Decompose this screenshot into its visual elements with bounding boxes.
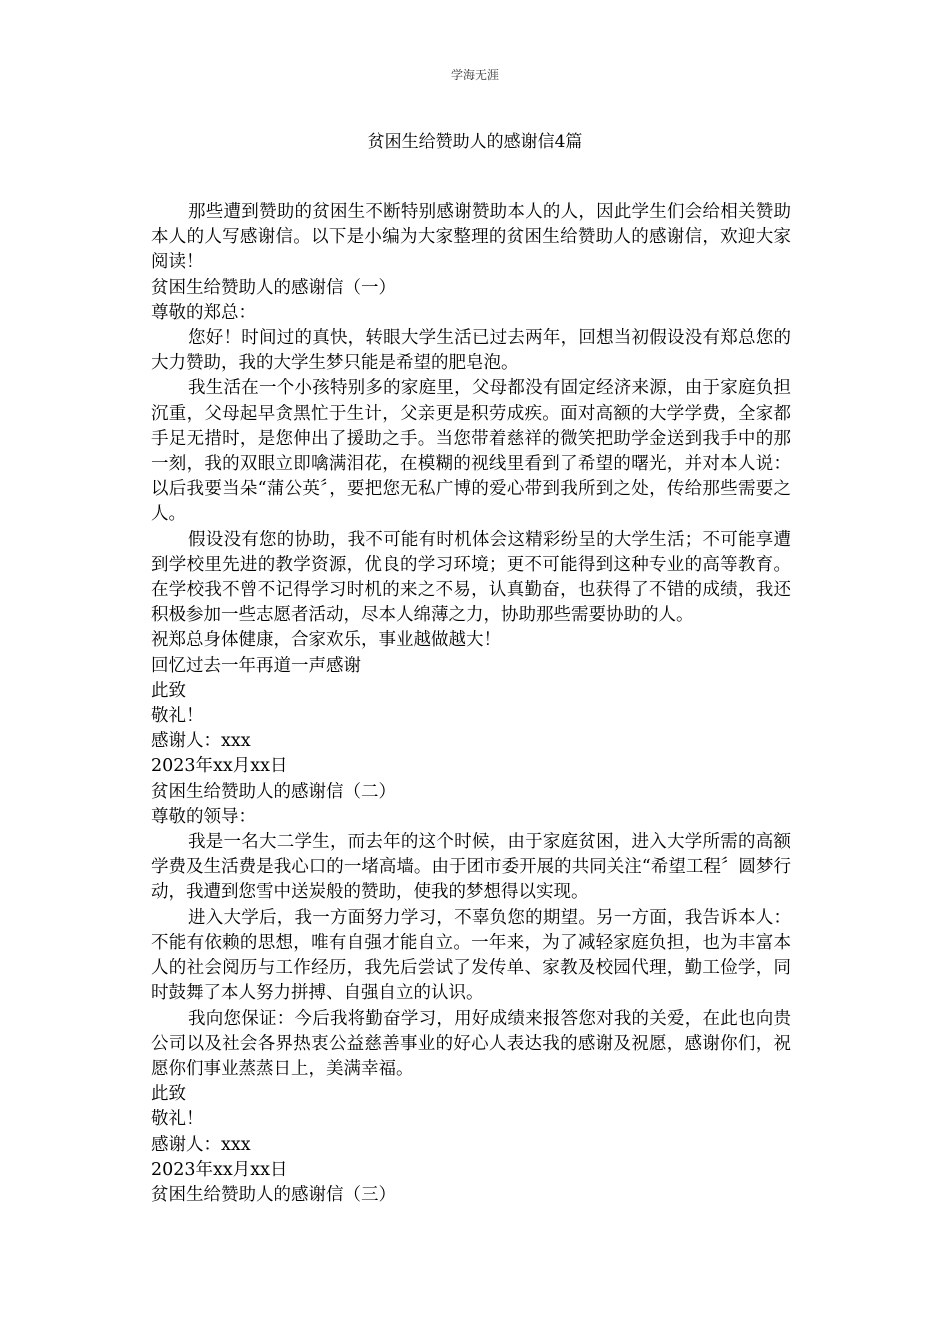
letter-1-closing-line: 回忆过去一年再道一声感谢 [151,655,361,676]
letter-1-heading: 贫困生给赞助人的感谢信（一） [151,277,396,298]
letter-1-paragraph: 假设没有您的协助，我不可能有时机体会这精彩纷呈的大学生活；不可能享遭到学校里先进的教学资源，优良的学习环境；更不可能得到这种专业的高等教育。在学校我不曾不记得学习时机的来之不易，认真勤奋，也获得了不错的成绩，我还积极参加一些志愿者活动，尽本人绵薄之力，协助那些需要协助的人。 [151,529,791,626]
letter-1-cizhi: 此致 [151,680,186,701]
letter-1-wishes: 祝郑总身体健康，合家欢乐，事业越做越大！ [151,630,501,651]
page-header: 学海无涯 [450,68,499,82]
intro-paragraph: 那些遭到赞助的贫困生不断特别感谢赞助本人的人，因此学生们会给相关赞助本人的人写感谢信。以下是小编为大家整理的贫困生给赞助人的感谢信，欢迎大家阅读！ [151,202,791,273]
letter-2-cizhi: 此致 [151,1084,186,1105]
letter-2-salutation: 尊敬的领导： [151,806,256,827]
letter-2-date: 2023年xx月xx日 [151,1159,288,1180]
letter-1-date: 2023年xx月xx日 [151,756,288,777]
letter-3-heading: 贫困生给赞助人的感谢信（三） [151,1184,396,1205]
letter-1-salutation: 尊敬的郑总： [151,302,256,323]
letter-2-paragraph: 我是一名大二学生，而去年的这个时候，由于家庭贫困，进入大学所需的高额学费及生活费是我心口的一堵高墙。由于团市委开展的共同关注“希望工程〞圆梦行动，我遭到您雪中送炭般的赞助，使我的梦想得以实现。 [151,832,791,903]
letter-2-paragraph: 我向您保证：今后我将勤奋学习，用好成绩来报答您对我的关爱，在此也向贵公司以及社会各界热衷公益慈善事业的好心人表达我的感谢及祝愿，感谢你们，祝愿你们事业蒸蒸日上，美满幸福。 [151,1008,791,1079]
letter-1-jingli: 敬礼！ [151,706,204,727]
letter-1-signature: 感谢人：xxx [151,731,251,752]
letter-2-heading: 贫困生给赞助人的感谢信（二） [151,781,396,802]
letter-1-paragraph: 您好！时间过的真快，转眼大学生活已过去两年，回想当初假设没有郑总您的大力赞助，我的大学生梦只能是希望的肥皂泡。 [151,328,791,374]
letter-1-paragraph: 我生活在一个小孩特别多的家庭里，父母都没有固定经济来源，由于家庭负担沉重，父母起早贪黑忙于生计，父亲更是积劳成疾。面对高额的大学学费，全家都手足无措时，是您伸出了援助之手。当您带着慈祥的微笑把助学金送到我手中的那一刻，我的双眼立即噙满泪花，在模糊的视线里看到了希望的曙光，并对本人说：以后我要当朵“蒲公英〞，要把您无私广博的爱心带到我所到之处，传给那些需要之人。 [151,378,791,525]
document-body [151,200,791,1208]
letter-2-signature: 感谢人：xxx [151,1134,251,1155]
letter-2-jingli: 敬礼！ [151,1109,204,1130]
letter-2-paragraph: 进入大学后，我一方面努力学习，不辜负您的期望。另一方面，我告诉本人：不能有依赖的思想，唯有自强才能自立。一年来，为了减轻家庭负担，也为丰富本人的社会阅历与工作经历，我先后尝试了发传单、家教及校园代理，勤工俭学，同时鼓舞了本人努力拼搏、自强自立的认识。 [151,907,791,1004]
document-title: 贫困生给赞助人的感谢信4篇 [367,132,583,152]
